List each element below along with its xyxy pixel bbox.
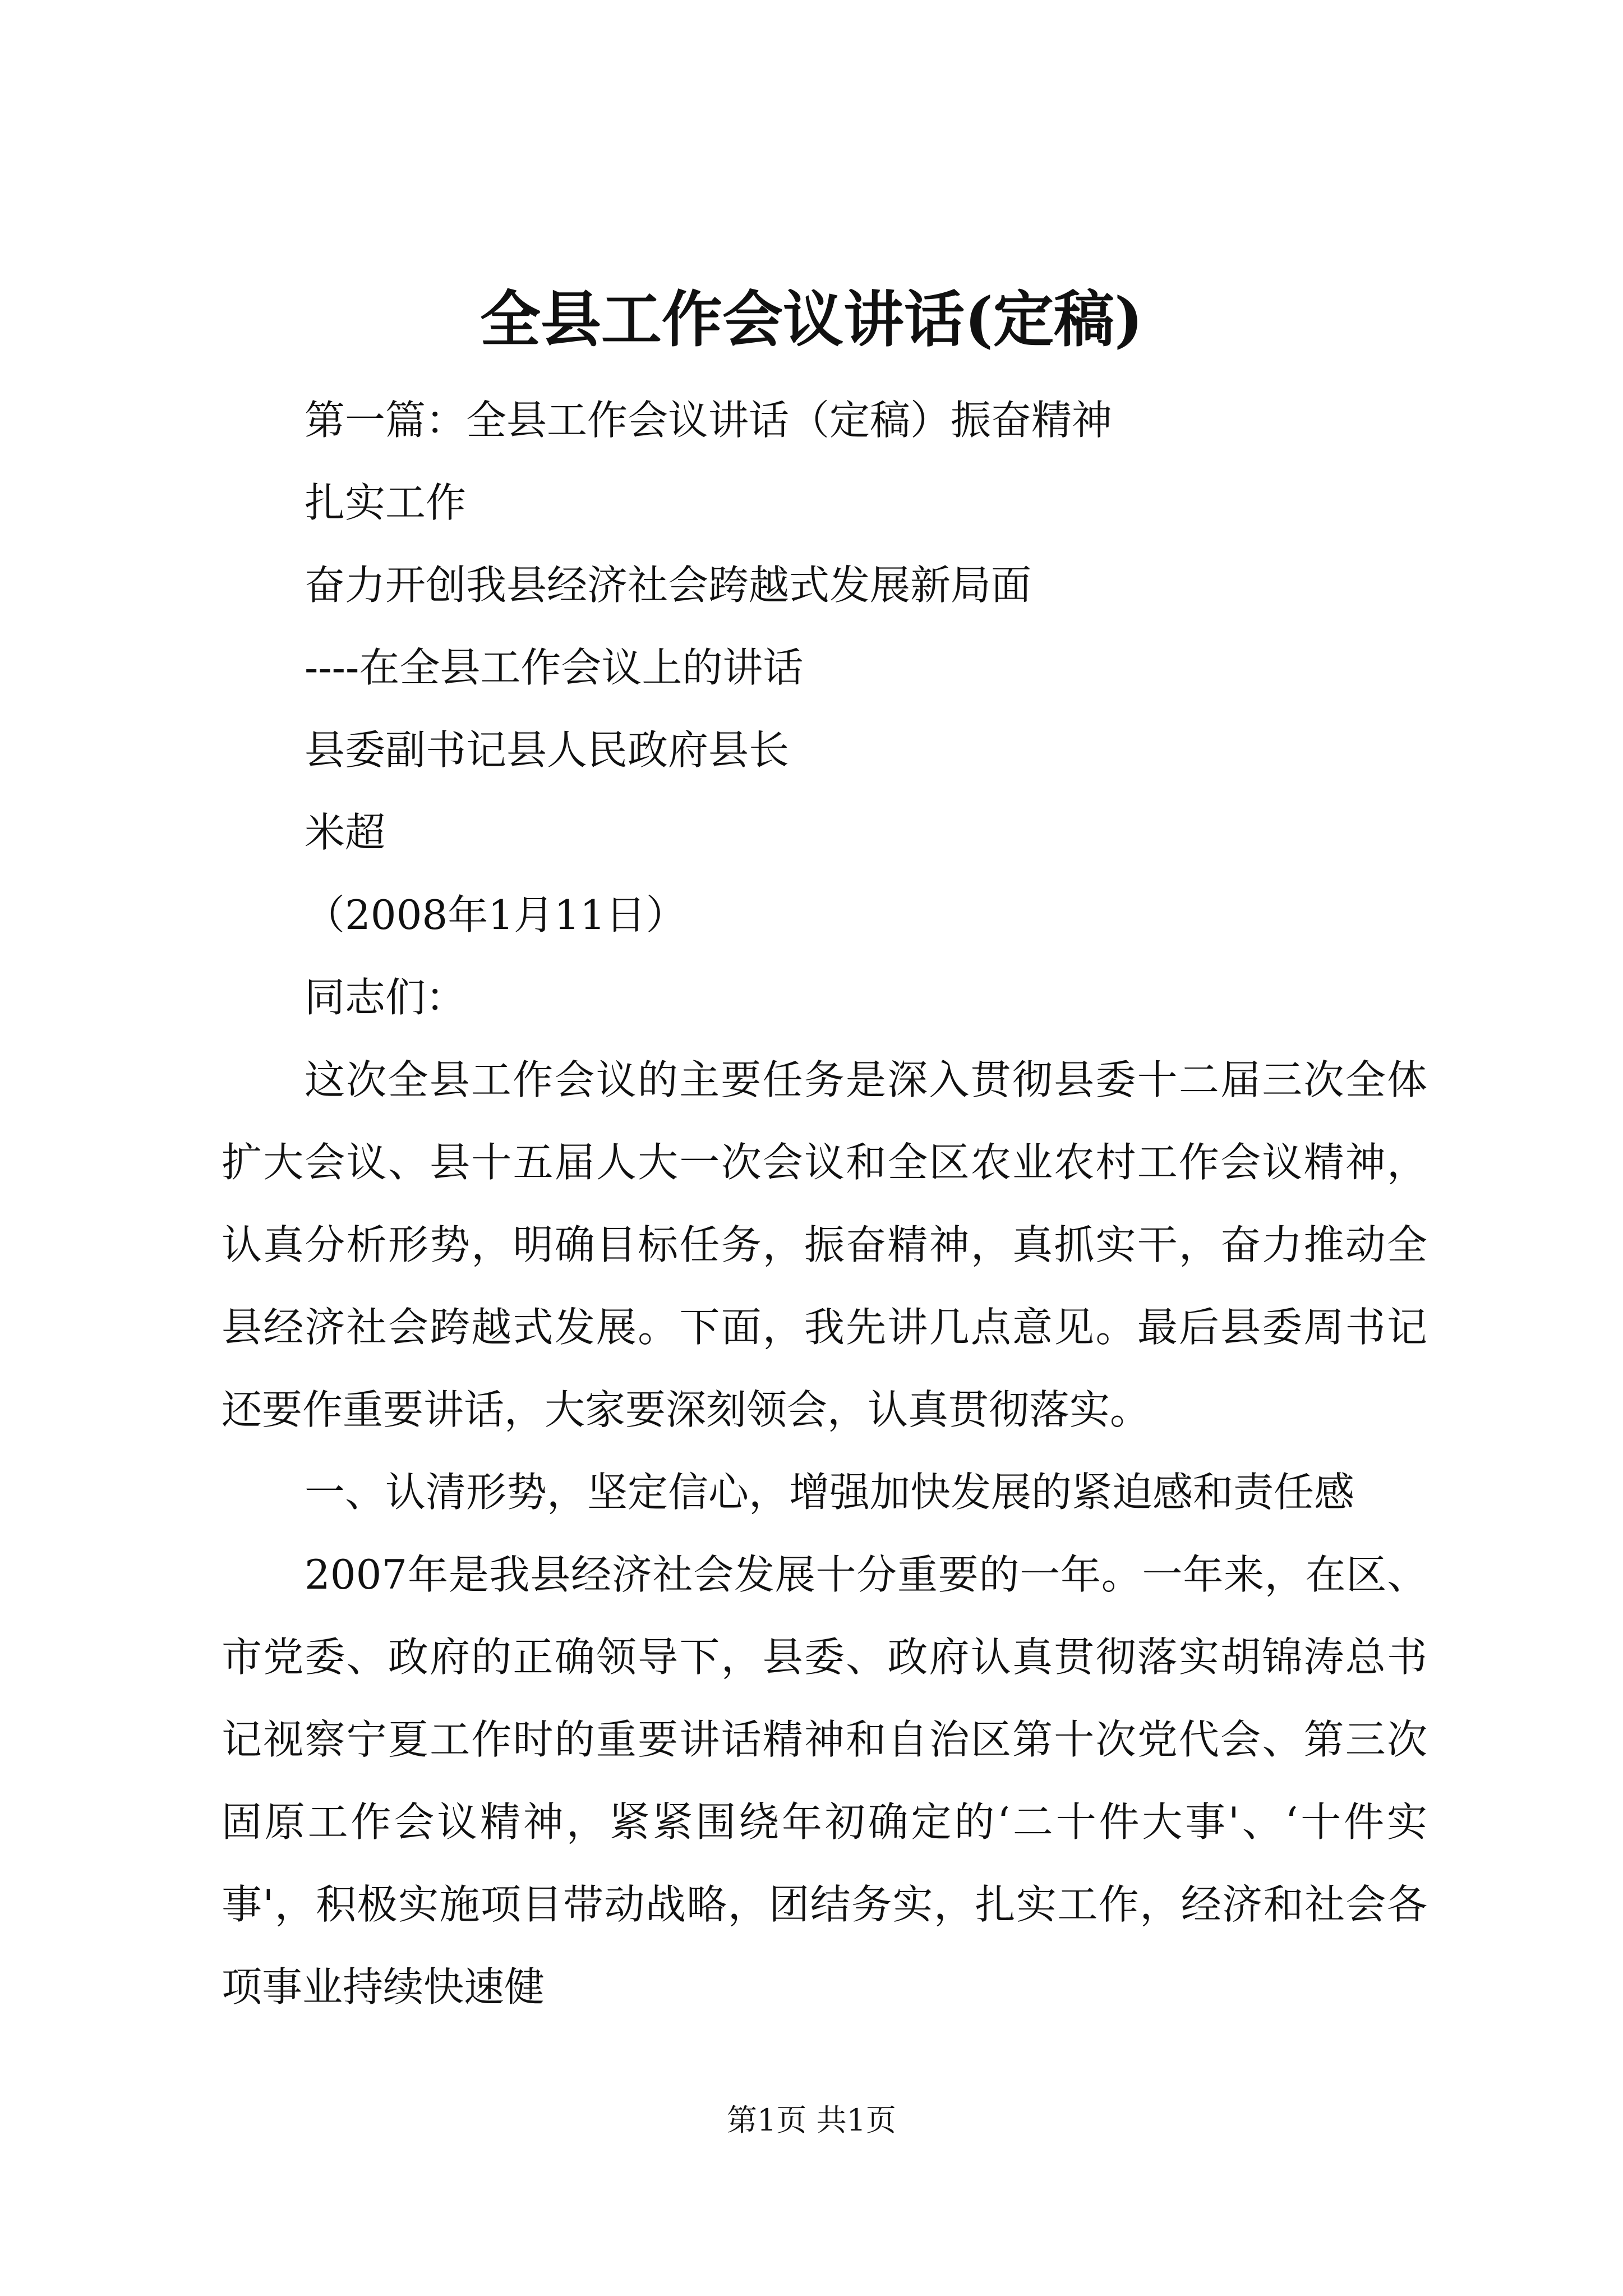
heading-line: ----在全县工作会议上的讲话	[305, 644, 804, 691]
speaker-title-line: 县委副书记县人民政府县长	[305, 726, 790, 774]
speaker-name-line: 米超	[305, 809, 386, 856]
page-footer: 第1页 共1页	[727, 2102, 896, 2138]
section-heading: 一、认清形势，坚定信心，增强加快发展的紧迫感和责任感	[305, 1469, 1355, 1516]
heading-line: 扎实工作	[305, 479, 467, 526]
paragraph: 2007年是我县经济社会发展十分重要的一年。一年来，在区、市党委、政府的正确领导下，县委、政府认真贯彻落实胡锦涛总书记视察宁夏工作时的重要讲话精神和自治区第十次党代会、第三次固原工作会议精神，紧紧围绕年初确定的‘二十件大事'、‘十件实事'，积极实施项目带动战略，团结务实，扎实工作，经济和社会各项事业持续快速健	[222, 1551, 1427, 2010]
paragraph: 这次全县工作会议的主要任务是深入贯彻县委十二届三次全体扩大会议、县十五届人大一次会议和全区农业农村工作会议精神，认真分析形势，明确目标任务，振奋精神，真抓实干，奋力推动全县经济社会跨越式发展。下面，我先讲几点意见。最后县委周书记还要作重要讲话，大家要深刻领会，认真贯彻落实。	[222, 1056, 1427, 1433]
document-title: 全县工作会议讲话(定稿)	[479, 284, 1144, 355]
heading-line: 第一篇：全县工作会议讲话（定稿）振奋精神	[305, 397, 1113, 444]
salutation-line: 同志们：	[305, 974, 467, 1021]
document-body	[222, 379, 1427, 2028]
date-line: （2008年1月11日）	[305, 891, 686, 938]
heading-line: 奋力开创我县经济社会跨越式发展新局面	[305, 562, 1032, 609]
